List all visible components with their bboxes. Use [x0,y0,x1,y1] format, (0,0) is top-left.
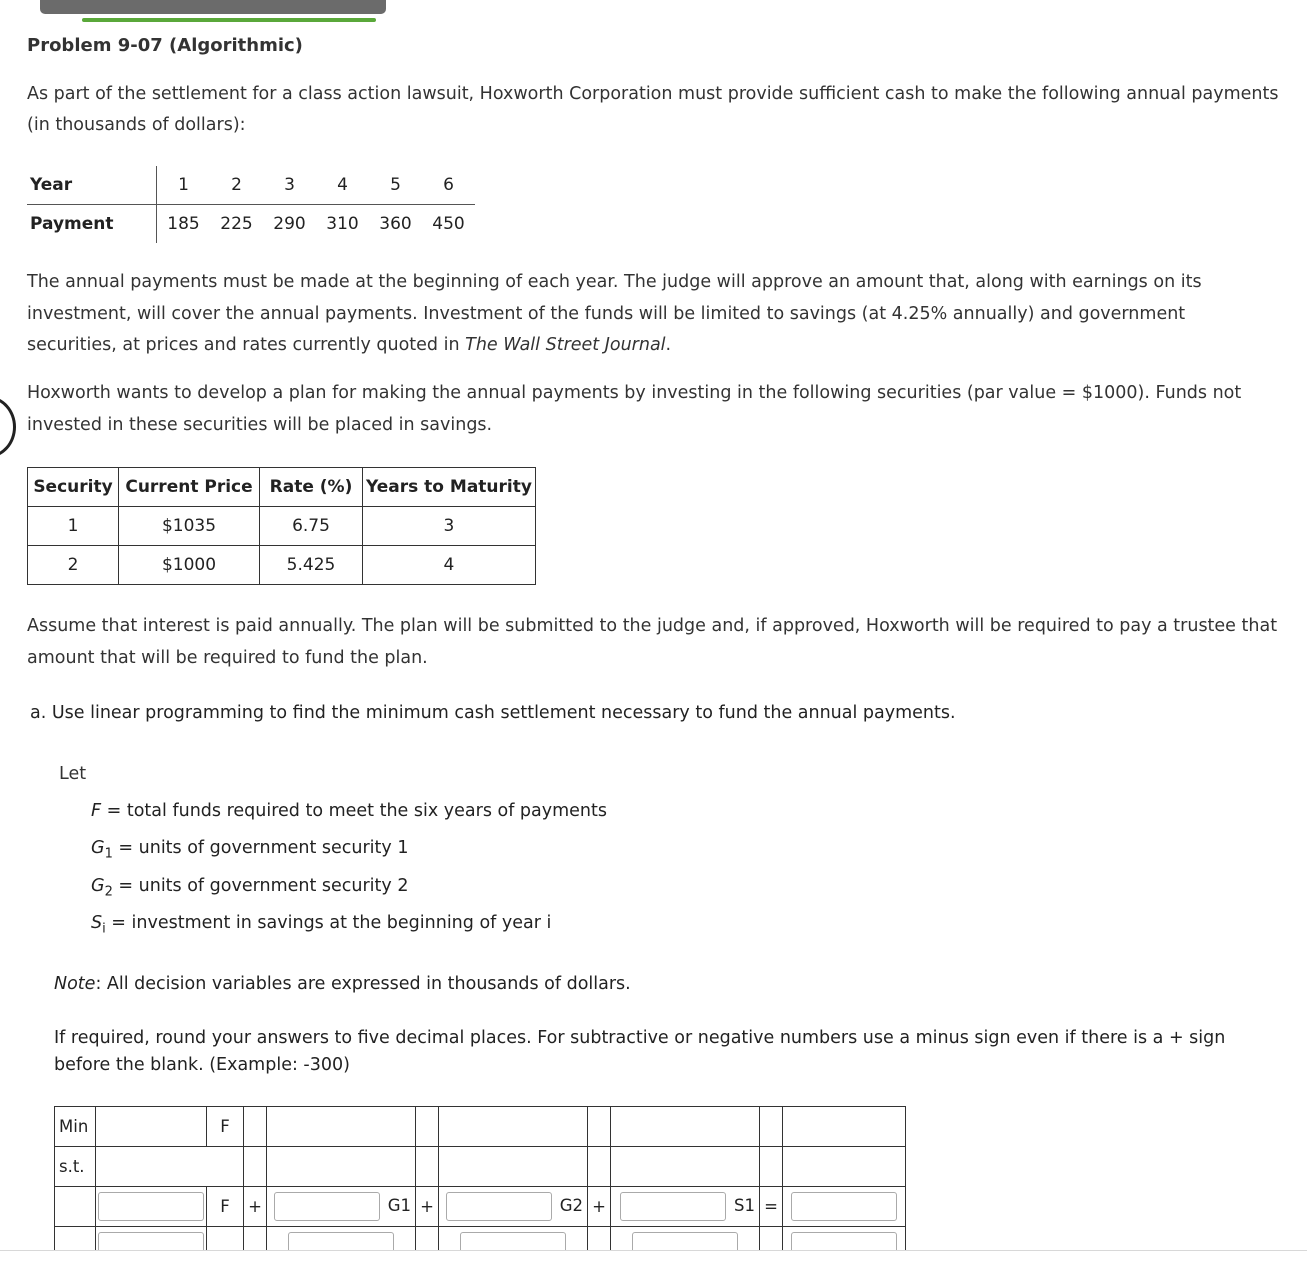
note-label: Note [54,974,96,994]
objective-row [55,1107,906,1147]
var-subscript: 2 [104,884,113,900]
empty-cell [244,1107,267,1147]
definition-text: = units of government security 2 [112,876,409,896]
intro-text-line1: As part of the settlement for a class action lawsuit, Hoxworth Corporation must provide sufficient cash to make the following annual payments [27,84,1279,104]
securities-header-row [28,468,536,507]
payment-cell: 310 [326,214,359,234]
side-nav-circle[interactable] [0,396,16,458]
coef-cell [96,1187,207,1227]
empty-cell [96,1147,244,1187]
objective-cell [96,1107,207,1147]
price-cell: $1000 [119,546,260,585]
equals-sign: = [760,1187,783,1227]
para4-line1: Assume that interest is paid annually. The plan will be submitted to the judge and, if approved, Hoxworth will be required to pay a trustee that [27,616,1278,636]
coef-cell [439,1187,588,1227]
empty-cell [439,1147,588,1187]
empty-cell [439,1107,588,1147]
constraint-row-1 [55,1187,906,1227]
var-label-f: F [207,1187,244,1227]
empty-cell [588,1107,611,1147]
rhs-cell [783,1187,906,1227]
para2-line3-end: . [665,335,672,355]
price-cell: $1035 [119,507,260,546]
col-header-rate: Rate (%) [260,468,363,507]
objective-var: F [207,1107,244,1147]
payments-year-row [27,166,475,205]
empty-cell [760,1107,783,1147]
empty-cell [611,1107,760,1147]
var-label-s1: S1 [734,1196,755,1215]
problem-title: Problem 9-07 (Algorithmic) [27,35,303,56]
lp-model-table [54,1106,906,1267]
top-toolbar [40,0,386,14]
col-header-security: Security [28,468,119,507]
definition-text: = total funds required to meet the six years of payments [101,801,608,821]
year-cell: 1 [157,166,211,205]
definition-si [91,913,551,937]
payment-cell: 290 [273,214,306,234]
year-cell: 5 [369,166,422,205]
payments-table [27,166,475,243]
year-header: Year [27,166,157,205]
note [54,974,631,994]
coef-g2-input[interactable] [446,1192,552,1221]
security-cell: 2 [28,546,119,585]
definition-text: = investment in savings at the beginning of year i [105,913,552,933]
min-label: Min [55,1107,96,1147]
empty-cell [611,1147,760,1187]
plus-sign: + [416,1187,439,1227]
payment-cell: 225 [220,214,253,234]
empty-cell [783,1147,906,1187]
instructions-line1: If required, round your answers to five decimal places. For subtractive or negative numbers use a minus sign even if there is a + sign [54,1028,1226,1048]
var-subscript: 1 [104,846,113,862]
empty-cell [588,1147,611,1187]
var-symbol: F [91,801,102,821]
var-subscript: i [102,921,106,937]
year-cell: 4 [316,166,369,205]
para2-line3 [27,330,671,362]
journal-title: The Wall Street Journal [465,335,666,355]
para2-line2: investment, will cover the annual payments. Investment of the funds will be limited to savings (at 4.25% annually) and government [27,304,1186,324]
maturity-cell: 3 [363,507,536,546]
st-label: s.t. [55,1147,96,1187]
payment-header: Payment [30,214,114,234]
definition-g1 [91,838,408,862]
year-cell: 2 [210,166,263,205]
st-row [55,1147,906,1187]
securities-table [27,467,536,585]
definition-text: = units of government security 1 [112,838,409,858]
coef-s1-input[interactable] [620,1192,726,1221]
progress-accent-bar [82,18,376,22]
para2-line3-text: securities, at prices and rates currently quoted in [27,335,466,355]
plus-sign: + [244,1187,267,1227]
coef-f-input[interactable] [98,1192,204,1221]
payments-amount-row [27,205,475,244]
table-row [28,546,536,585]
empty-cell [760,1147,783,1187]
rate-cell: 6.75 [260,507,363,546]
coef-g1-input[interactable] [274,1192,380,1221]
empty-cell [783,1107,906,1147]
year-cell: 6 [422,166,475,205]
viewport-cutoff [0,1250,1307,1277]
empty-cell [416,1107,439,1147]
var-symbol: S [91,913,103,933]
empty-cell [416,1147,439,1187]
definition-f [91,801,607,821]
coef-cell [267,1187,416,1227]
plus-sign: + [588,1187,611,1227]
maturity-cell: 4 [363,546,536,585]
empty-cell [244,1147,267,1187]
payment-cell: 450 [432,214,465,234]
col-header-price: Current Price [119,468,260,507]
var-symbol: G [91,876,105,896]
empty-cell [267,1107,416,1147]
empty-cell [55,1187,96,1227]
para2-line1: The annual payments must be made at the beginning of each year. The judge will approve an amount that, along with earnings on its [27,272,1202,292]
coef-cell [611,1187,760,1227]
let-label: Let [59,764,87,784]
instructions-line2: before the blank. (Example: -300) [54,1055,350,1075]
security-cell: 1 [28,507,119,546]
para4-line2: amount that will be required to fund the plan. [27,648,428,668]
payment-cell: 185 [157,205,211,244]
col-header-maturity: Years to Maturity [363,468,536,507]
rate-cell: 5.425 [260,546,363,585]
para3-line2: invested in these securities will be placed in savings. [27,415,493,435]
empty-cell [267,1147,416,1187]
para3-line1: Hoxworth wants to develop a plan for making the annual payments by investing in the following securities (par value = $1000). Funds not [27,383,1242,403]
payment-cell: 360 [379,214,412,234]
var-label-g1: G1 [387,1196,411,1215]
var-label-g2: G2 [559,1196,583,1215]
part-a-question: a. Use linear programming to find the minimum cash settlement necessary to fund the annual payments. [30,703,956,723]
note-text: : All decision variables are expressed in thousands of dollars. [95,974,631,994]
var-symbol: G [91,838,105,858]
table-row [28,507,536,546]
year-cell: 3 [263,166,316,205]
intro-text-line2: (in thousands of dollars): [27,115,246,135]
definition-g2 [91,876,408,900]
rhs-input[interactable] [791,1192,897,1221]
